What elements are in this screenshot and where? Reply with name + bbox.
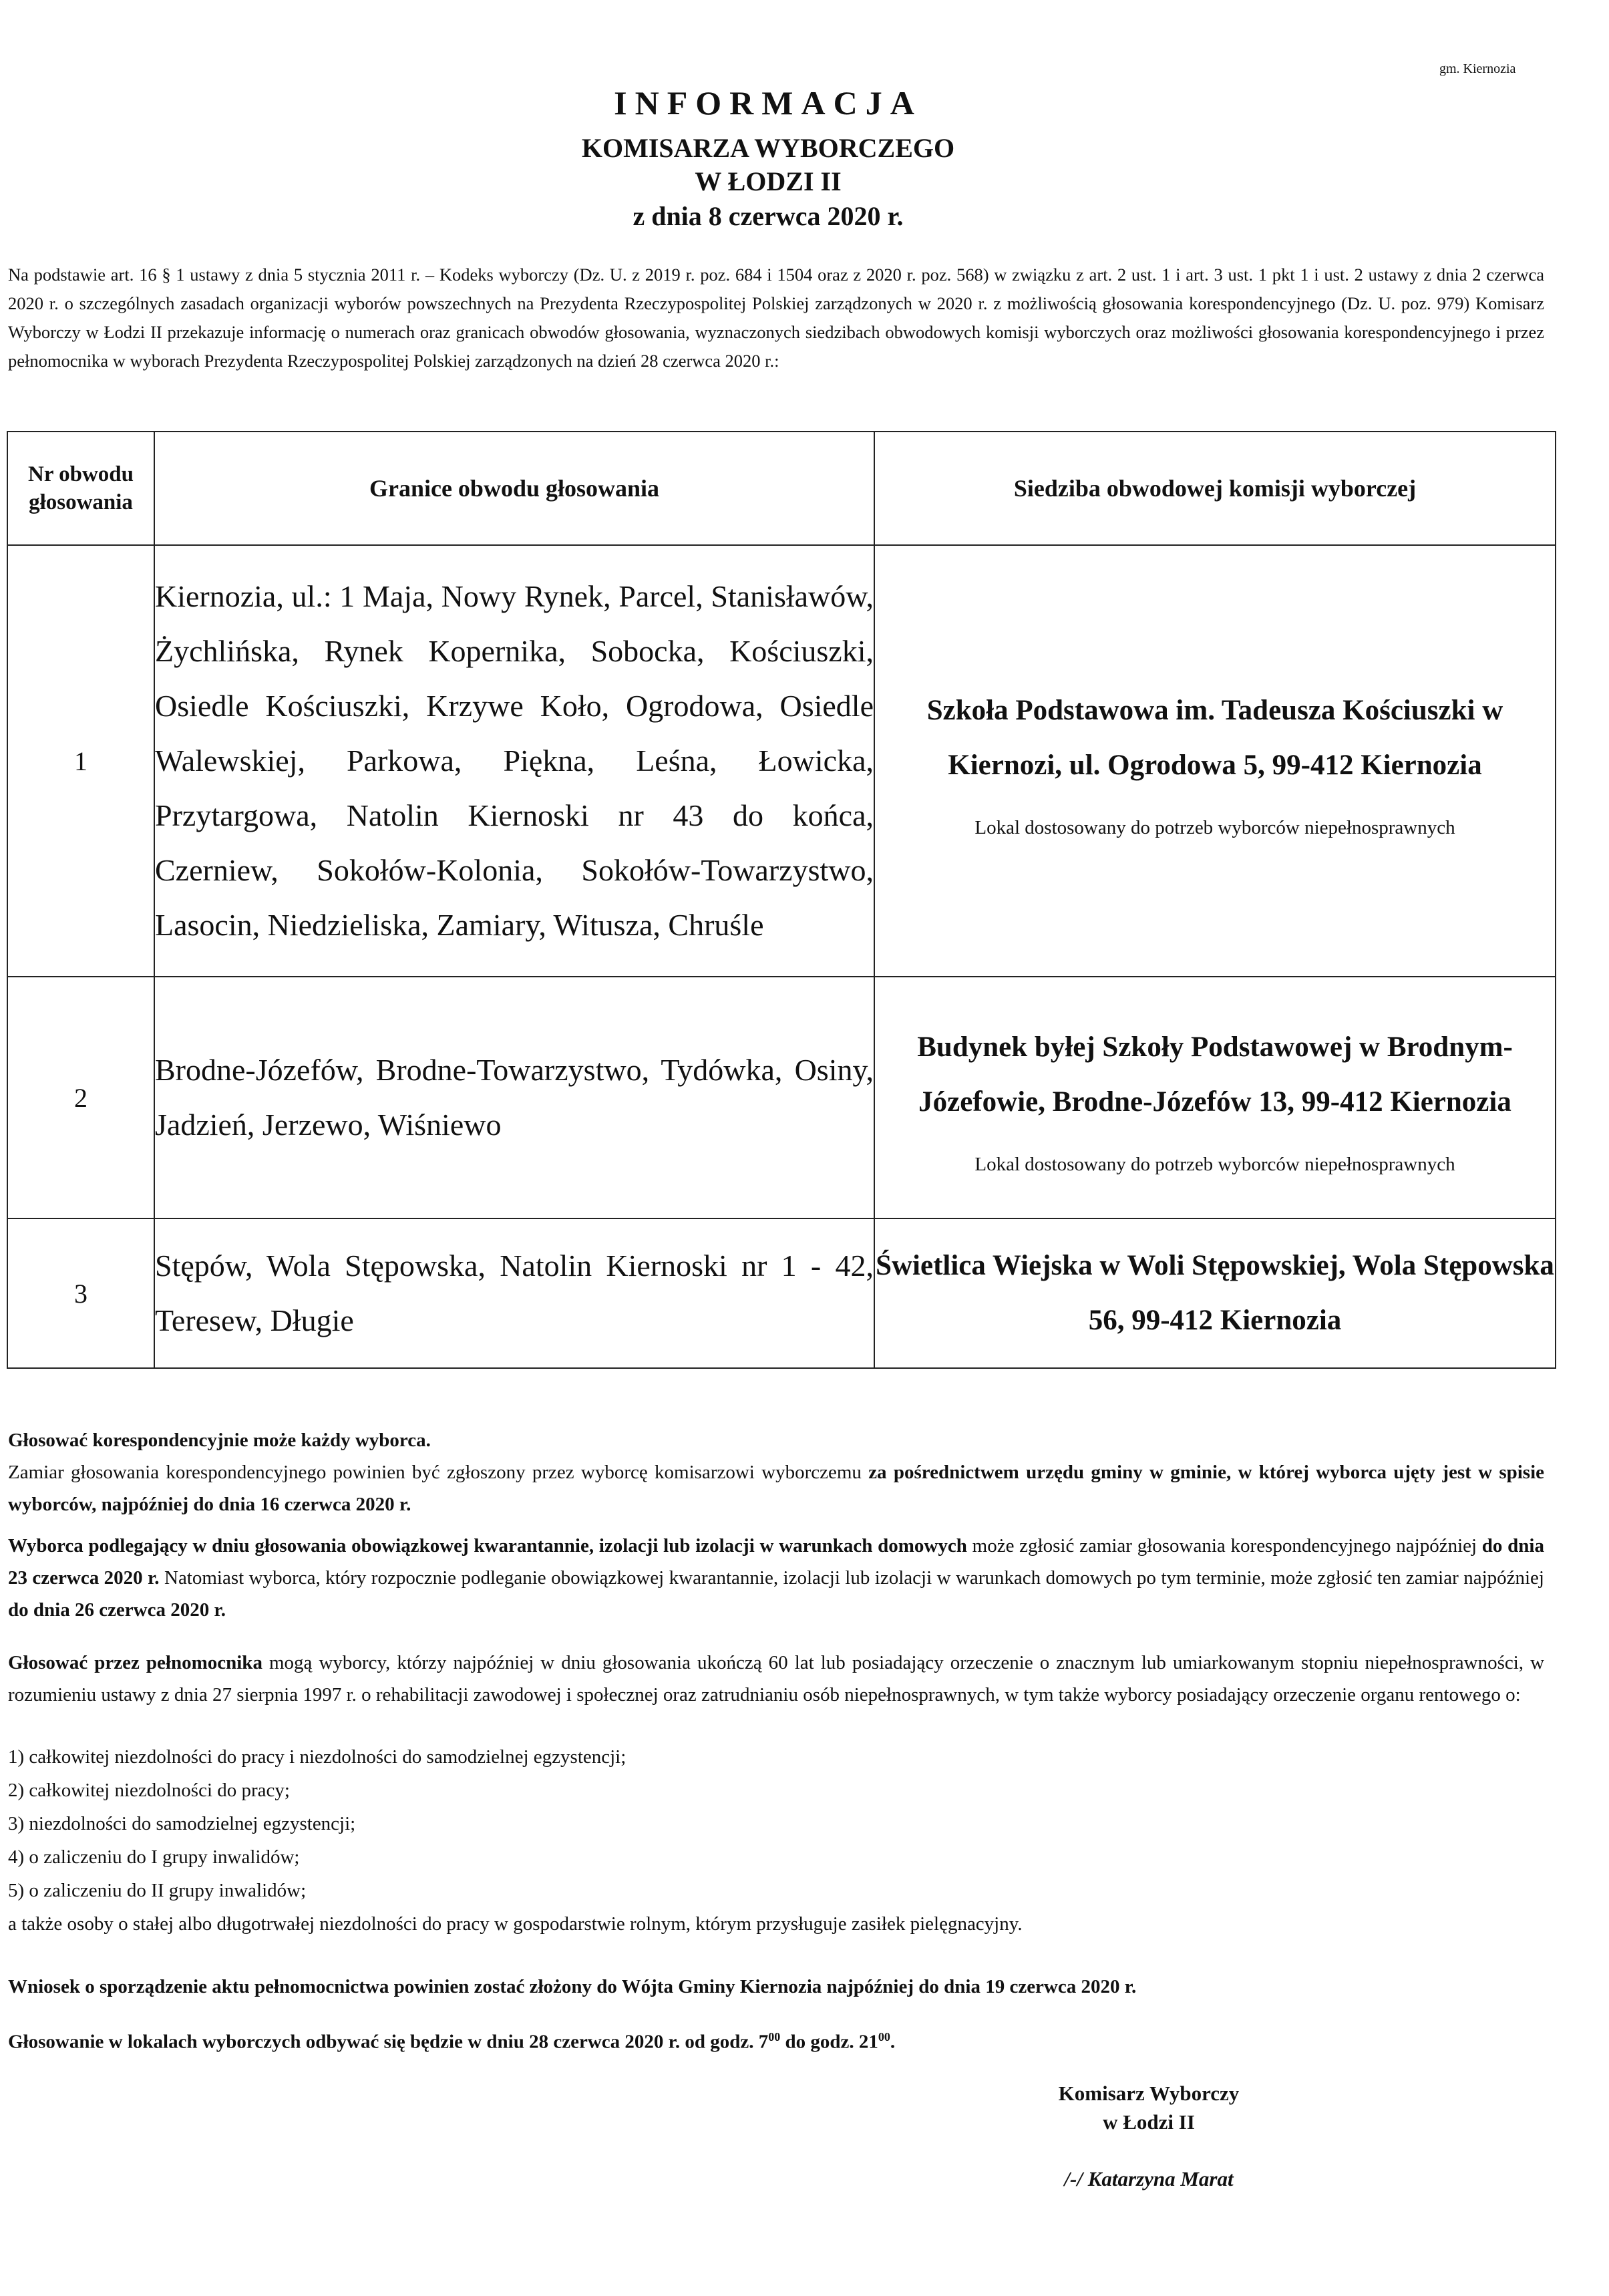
voting-hours-text-1: Głosowanie w lokalach wyborczych odbywać się będzie w dniu 28 czerwca 2020 r. od godz. 7 [8,2031,769,2053]
intro-paragraph: Na podstawie art. 16 § 1 ustawy z dnia 5 stycznia 2011 r. – Kodeks wyborczy (Dz. U. z 2019 r. poz. 684 i 1504 oraz z 2020 r. poz. 568) w związku z art. 2 ust. 1 i art. 3 ust. 1 pkt 1 i ust. 2 ustawy z dnia 2 czerwca 2020 r. o szczególnych zasadach organizacji wyborów powszechnych na Prezydenta Rzeczypospolitej Polskiej zarządzonych w 2020 r. z możliwością głosowania korespondencyjnego (Dz. U. poz. 979) Komisarz Wyborczy w Łodzi II przekazuje informację o numerach oraz granicach obwodów głosowania, wyznaczonych siedzibach obwodowych komisji wyborczych oraz możliwości głosowania korespondencyjnego i przez pełnomocnika w wyborach Prezydenta Rzeczypospolitej Polskiej zarządzonych na dzień 28 czerwca 2020 r.: [8,265,1544,371]
header-nr: Nr obwodu głosowania [7,432,154,545]
municipality-label: gm. Kiernozia [1439,61,1516,76]
table-row [7,545,1556,977]
list-item: 3) niezdolności do samodzielnej egzystencji; [8,1813,356,1834]
district-bounds: Stępów, Wola Stępowska, Natolin Kiernoski nr 1 - 42, Teresew, Długie [154,1218,874,1368]
district-seat: Szkoła Podstawowa im. Tadeusza Kościuszki w Kiernozi, ul. Ogrodowa 5, 99-412 Kiernozia [926,694,1503,781]
signature-title: Komisarz Wyborczy [1058,2082,1240,2105]
district-number: 2 [7,977,154,1218]
district-bounds: Brodne-Józefów, Brodne-Towarzystwo, Tydówka, Osiny, Jadzień, Jerzewo, Wiśniewo [154,977,874,1218]
voting-hours-text-3: . [890,2031,896,2053]
signature-city: w Łodzi II [1103,2110,1195,2134]
proxy-conditions-list [8,1740,1023,1941]
quarantine-text-1: może zgłosić zamiar głosowania korespondencyjnego najpóźniej [966,1535,1482,1556]
quarantine-paragraph [8,1530,1544,1626]
district-seat-cell [874,977,1556,1218]
signature-name: /-/ Katarzyna Marat [1064,2167,1234,2190]
voting-hours-text-2: do godz. 21 [780,2031,878,2053]
quarantine-text-2: Natomiast wyborca, który rozpocznie podleganie obowiązkowej kwarantannie, izolacji lub izolacji w warunkach domowych po tym terminie, może zgłosić ten zamiar najpóźniej [159,1567,1544,1589]
proxy-lead: Głosować przez pełnomocnika [8,1652,262,1673]
districts-table [7,431,1556,1369]
table-row [7,977,1556,1218]
list-item: 4) o zaliczeniu do I grupy inwalidów; [8,1846,300,1868]
voting-hours [8,2021,1544,2058]
document-subtitle: KOMISARZA WYBORCZEGO [581,133,955,163]
district-seat: Budynek byłej Szkoły Podstawowej w Brodnym-Józefowie, Brodne-Józefów 13, 99-412 Kiernozia [917,1031,1513,1118]
voting-hours-sup-2: 00 [878,2030,890,2043]
proxy-application-deadline: Wniosek o sporządzenie aktu pełnomocnictwa powinien zostać złożony do Wójta Gminy Kiernozia najpóźniej do dnia 19 czerwca 2020 r. [8,1976,1137,1997]
postal-vote-deadline: za pośrednictwem urzędu gminy w gminie, w której wyborca ujęty jest w spisie wyborców, najpóźniej do dnia 16 czerwca 2020 r. [8,1462,1544,1515]
proxy-text: mogą wyborcy, którzy najpóźniej w dniu głosowania ukończą 60 lat lub posiadający orzeczenie o znacznym lub umiarkowanym stopniu niepełnosprawności, w rozumieniu ustawy z dnia 27 sierpnia 1997 r. o rehabilitacji zawodowej i społecznej oraz zatrudnianiu osób niepełnosprawnych, w tym także wyborcy posiadający orzeczenie organu rentowego o: [8,1652,1545,1705]
voting-hours-sup-1: 00 [768,2030,781,2043]
document-title: INFORMACJA [614,84,922,122]
district-number: 3 [7,1218,154,1368]
list-item: 2) całkowitej niezdolności do pracy; [8,1780,290,1801]
district-seat-cell [874,545,1556,977]
quarantine-deadline-1: do dnia 23 czerwca 2020 r. [8,1535,1544,1589]
postal-vote-paragraph [8,1456,1544,1520]
table-header-row [7,432,1556,545]
district-number: 1 [7,545,154,977]
district-seat: Świetlica Wiejska w Woli Stępowskiej, Wola Stępowska 56, 99-412 Kiernozia [876,1250,1554,1336]
quarantine-lead: Wyborca podlegający w dniu głosowania obowiązkowej kwarantannie, izolacji lub izolacji w warunkach domowych [8,1535,967,1556]
accessibility-note: Lokal dostosowany do potrzeb wyborców niepełnosprawnych [974,1153,1455,1175]
proxy-paragraph [8,1647,1544,1711]
district-seat-cell [874,1218,1556,1368]
list-item: 1) całkowitej niezdolności do pracy i niezdolności do samodzielnej egzystencji; [8,1746,627,1768]
list-item: 5) o zaliczeniu do II grupy inwalidów; [8,1880,307,1901]
header-seat: Siedziba obwodowej komisji wyborczej [874,432,1556,545]
document-date: z dnia 8 czerwca 2020 r. [633,201,904,231]
header-bounds: Granice obwodu głosowania [154,432,874,545]
district-bounds: Kiernozia, ul.: 1 Maja, Nowy Rynek, Parcel, Stanisławów, Żychlińska, Rynek Kopernika, Sobocka, Kościuszki, Osiedle Kościuszki, Krzywe Koło, Ogrodowa, Osiedle Walewskiej, Parkowa, Piękna, Leśna, Łowicka, Przytargowa, Natolin Kiernoski nr 43 do końca, Czerniew, Sokołów-Kolonia, Sokołów-Towarzystwo, Lasocin, Niedzieliska, Zamiary, Witusza, Chruśle [154,545,874,977]
table-row [7,1218,1556,1368]
postal-vote-heading: Głosować korespondencyjnie może każdy wyborca. [8,1430,431,1451]
postal-vote-text: Zamiar głosowania korespondencyjnego powinien być zgłoszony przez wyborcę komisarzowi wyborczemu [8,1462,869,1483]
list-item: a także osoby o stałej albo długotrwałej niezdolności do pracy w gospodarstwie rolnym, którym przysługuje zasiłek pielęgnacyjny. [8,1913,1023,1935]
document-subtitle-city: W ŁODZI II [695,166,842,196]
accessibility-note: Lokal dostosowany do potrzeb wyborców niepełnosprawnych [974,816,1455,838]
quarantine-deadline-2: do dnia 26 czerwca 2020 r. [8,1599,226,1621]
